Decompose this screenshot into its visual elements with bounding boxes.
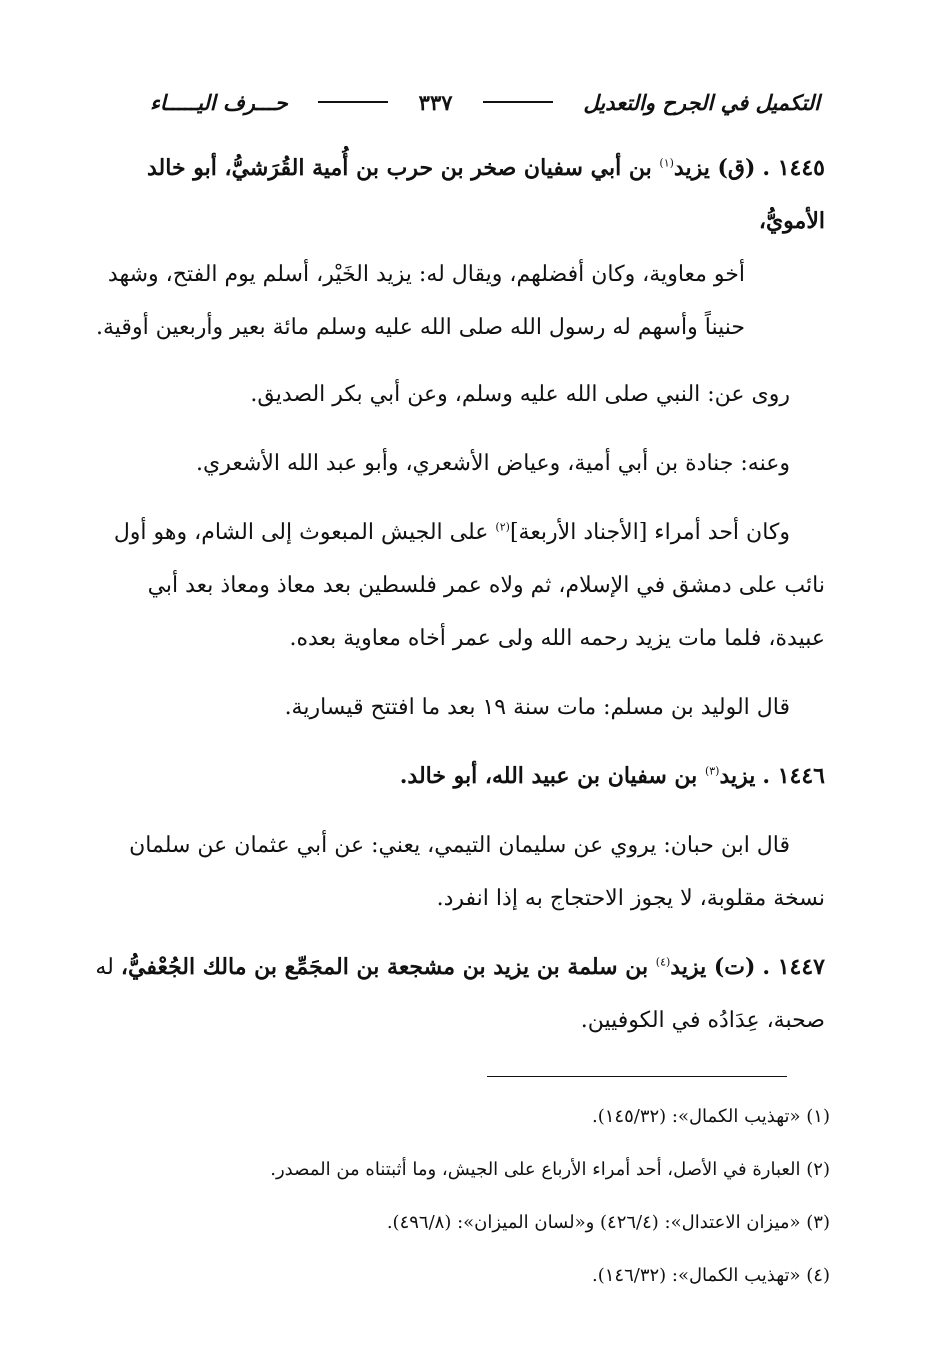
ibn-hibban-note: قال ابن حبان: يروي عن سليمان التيمي، يعني: عن أبي عثمان عن سلمان نسخة مقلوبة، لا يجوز الاحتجاج به إذا انفرد. — [129, 833, 825, 911]
footnote-ref: (٤) — [655, 955, 671, 969]
footnote-3: (٣) «ميزان الاعتدال»: (٤٢٦/٤) و«لسان الميزان»: (٤٩٦/٨). — [386, 1212, 830, 1233]
footnote-4: (٤) «تهذيب الكمال»: (١٤٦/٣٢). — [592, 1265, 830, 1286]
entry-number: ١٤٤٦ . — [762, 763, 825, 789]
section-title: حـــرف اليـــــاء — [150, 89, 288, 115]
entry-1446 — [95, 750, 825, 803]
entry-rest: له صحبة، عِدَادُه في الكوفيين. — [95, 955, 825, 1033]
page-body — [95, 142, 825, 1063]
entry-head: (ت) يزيد — [670, 954, 756, 980]
header-dash — [483, 101, 553, 103]
footnote-ref: (٢) — [495, 520, 510, 534]
entry-head: يزيد — [719, 763, 756, 789]
paragraph-text: على الجيش المبعوث إلى الشام، وهو أول نائب على دمشق في الإسلام، ثم ولاه عمر فلسطين بعد معاذ ومعاذ بعد أبي عبيدة، فلما مات يزيد رحمه الله ولى عمر أخاه معاوية بعده. — [113, 520, 825, 651]
footnote-2: (٢) العبارة في الأصل، أحد أمراء الأرباع على الجيش، وما أثبتناه من المصدر. — [270, 1159, 830, 1180]
page-number: ٣٣٧ — [418, 89, 453, 115]
header-dash — [318, 101, 388, 103]
entry-name: بن سلمة بن يزيد بن مشجعة بن المجَمِّع بن مالك الجُعْفيُّ، — [120, 954, 656, 980]
death-note: قال الوليد بن مسلم: مات سنة ١٩ بعد ما افتتح قيسارية. — [284, 695, 790, 720]
book-title: التكميل في الجرح والتعديل — [583, 89, 820, 115]
entry-description: أخو معاوية، وكان أفضلهم، ويقال له: يزيد الخَيْر، أسلم يوم الفتح، وشهد حنيناً وأسهم له رسول الله صلى الله عليه وسلم مائة بعير وأربعين أوقية. — [96, 262, 745, 340]
footnote-ref: (١) — [659, 156, 674, 170]
footnote-ref: (٣) — [704, 764, 720, 778]
footnotes — [95, 1090, 830, 1302]
biography-paragraph — [95, 506, 825, 665]
entry-number: ١٤٤٧ . — [762, 954, 825, 980]
entry-name: بن أبي سفيان صخر بن حرب بن أُمية القُرَشيُّ، أبو خالد الأمويُّ، — [147, 155, 825, 234]
footnote-divider — [487, 1076, 787, 1077]
footnote-1: (١) «تهذيب الكمال»: (١٤٥/٣٢). — [592, 1106, 830, 1127]
running-header — [150, 82, 820, 122]
entry-head: (ق) يزيد — [673, 155, 756, 181]
entry-number: ١٤٤٥ . — [762, 155, 825, 181]
narrated-from: روى عن: النبي صلى الله عليه وسلم، وعن أبي بكر الصديق. — [250, 382, 790, 407]
narrated-by: وعنه: جنادة بن أبي أمية، وعياض الأشعري، وأبو عبد الله الأشعري. — [195, 451, 790, 476]
entry-1447 — [95, 941, 825, 1047]
paragraph-text: وكان أحد أمراء [الأجناد الأربعة] — [509, 520, 790, 545]
entry-1445 — [95, 142, 825, 354]
entry-name: بن سفيان بن عبيد الله، أبو خالد. — [399, 763, 705, 789]
